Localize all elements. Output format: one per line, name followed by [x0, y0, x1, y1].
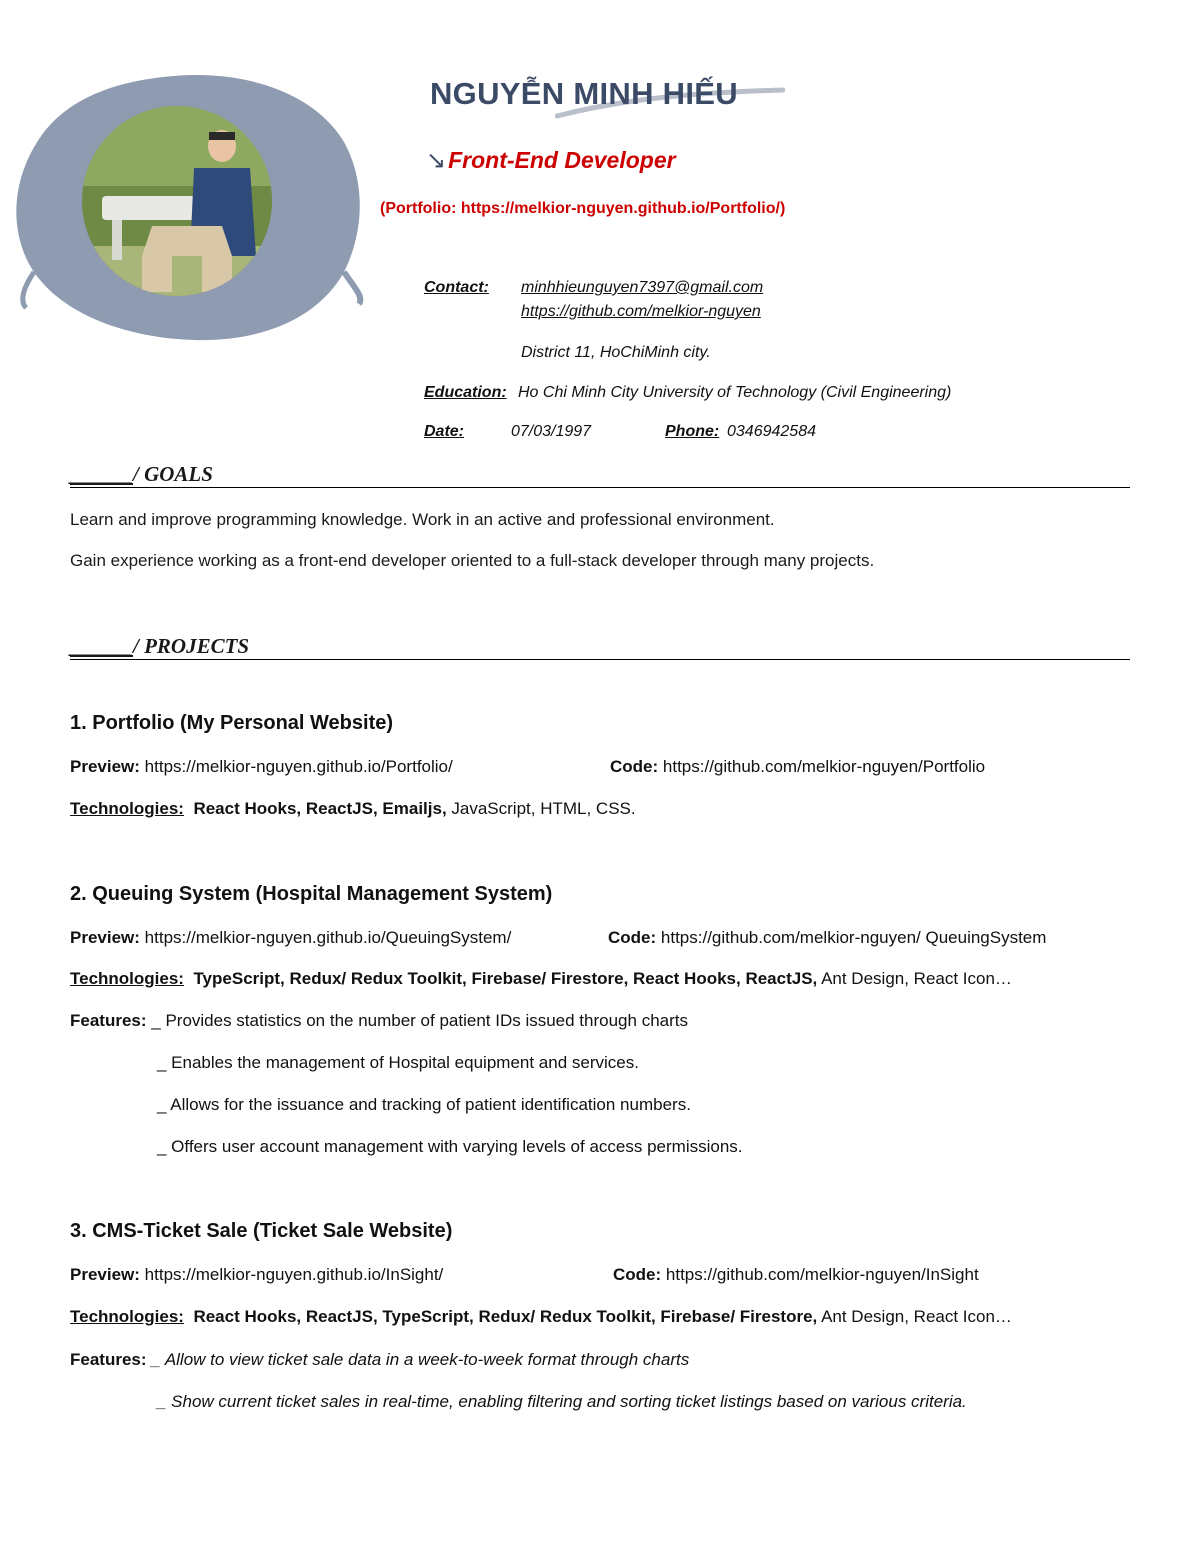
- project-3-preview: [70, 1265, 443, 1285]
- project-title-1: 1. Portfolio (My Personal Website): [70, 712, 394, 734]
- preview-link[interactable]: https://melkior-nguyen.github.io/InSight/: [144, 1265, 444, 1284]
- feature-item: _ Offers user account management with varying levels of access permissions.: [157, 1137, 743, 1156]
- code-label: Code:: [613, 1265, 662, 1284]
- profile-photo: [82, 106, 272, 296]
- goals-heading: [70, 461, 1130, 488]
- features-label: Features:: [70, 1350, 147, 1369]
- project-3-features: [70, 1350, 689, 1370]
- preview-label: Preview:: [70, 928, 140, 947]
- tech-rest-list: Ant Design, React Icon…: [817, 1307, 1012, 1326]
- tech-rest-list: JavaScript, HTML, CSS.: [446, 799, 636, 818]
- phone-value: 0346942584: [727, 423, 816, 440]
- feature-item: _ Allow to view ticket sale data in a week-to-week format through charts: [151, 1350, 690, 1369]
- date-value: 07/03/1997: [511, 423, 592, 440]
- education-value: Ho Chi Minh City University of Technology (Civil Engineering): [518, 384, 952, 401]
- feature-item: _ Enables the management of Hospital equipment and services.: [157, 1053, 639, 1072]
- job-title: [426, 146, 676, 175]
- tech-rest-list: Ant Design, React Icon…: [817, 969, 1012, 988]
- project-title-2: 2. Queuing System (Hospital Management System): [70, 883, 553, 905]
- project-1-code: [610, 757, 985, 777]
- project-3-code: [613, 1265, 979, 1285]
- preview-link[interactable]: https://melkior-nguyen.github.io/Portfolio/: [144, 757, 453, 776]
- feature-item: _ Allows for the issuance and tracking of patient identification numbers.: [157, 1095, 691, 1114]
- phone-label: Phone:: [665, 423, 720, 440]
- project-2-technologies: [70, 969, 1012, 989]
- features-label: Features:: [70, 1011, 147, 1030]
- code-label: Code:: [608, 928, 657, 947]
- code-label: Code:: [610, 757, 659, 776]
- preview-label: Preview:: [70, 1265, 140, 1284]
- projects-heading-text: / PROJECTS: [133, 634, 250, 658]
- goal-line-1: Learn and improve programming knowledge. Work in an active and professional environment.: [70, 510, 775, 529]
- github-link[interactable]: https://github.com/melkior-nguyen: [521, 303, 761, 320]
- candidate-name: NGUYỄN MINH HIẾU: [430, 76, 738, 111]
- tech-bold-list: TypeScript, Redux/ Redux Toolkit, Firebase/ Firestore, React Hooks, ReactJS,: [193, 969, 818, 988]
- technologies-label: Technologies:: [70, 969, 184, 988]
- technologies-label: Technologies:: [70, 799, 184, 818]
- feature-item: _ Show current ticket sales in real-time, enabling filtering and sorting ticket listings based on various criteria.: [157, 1392, 967, 1411]
- feature-item: _ Provides statistics on the number of patient IDs issued through charts: [151, 1011, 688, 1030]
- contact-label: Contact:: [424, 279, 489, 296]
- goal-line-2: Gain experience working as a front-end developer oriented to a full-stack developer through many projects.: [70, 551, 875, 570]
- code-link[interactable]: https://github.com/melkior-nguyen/Portfolio: [662, 757, 986, 776]
- code-link[interactable]: https://github.com/melkior-nguyen/ QueuingSystem: [660, 928, 1047, 947]
- project-2-code: [608, 928, 1046, 948]
- projects-heading: [70, 633, 1130, 660]
- technologies-label: Technologies:: [70, 1307, 184, 1326]
- address-text: District 11, HoChiMinh city.: [521, 344, 711, 361]
- goals-heading-text: / GOALS: [133, 462, 213, 486]
- arrow-down-right-icon: ↘: [426, 147, 447, 174]
- project-3-technologies: [70, 1307, 1012, 1327]
- tech-bold-list: React Hooks, ReactJS, Emailjs,: [193, 799, 447, 818]
- project-2-preview: [70, 928, 511, 948]
- email-link[interactable]: minhhieunguyen7397@gmail.com: [521, 279, 764, 296]
- tech-bold-list: React Hooks, ReactJS, TypeScript, Redux/ Redux Toolkit, Firebase/ Firestore,: [193, 1307, 818, 1326]
- portfolio-link[interactable]: (Portfolio: https://melkior-nguyen.github.io/Portfolio/): [380, 200, 786, 217]
- project-2-features: [70, 1011, 688, 1031]
- preview-label: Preview:: [70, 757, 140, 776]
- project-1-technologies: [70, 799, 636, 819]
- heading-dash: ______: [70, 634, 133, 658]
- project-1-preview: [70, 757, 453, 777]
- project-title-3: 3. CMS-Ticket Sale (Ticket Sale Website): [70, 1220, 453, 1242]
- heading-dash: ______: [70, 462, 133, 486]
- education-label: Education:: [424, 384, 507, 401]
- preview-link[interactable]: https://melkior-nguyen.github.io/QueuingSystem/: [144, 928, 512, 947]
- date-label: Date:: [424, 423, 465, 440]
- code-link[interactable]: https://github.com/melkior-nguyen/InSight: [665, 1265, 979, 1284]
- job-title-text: Front-End Developer: [448, 147, 676, 173]
